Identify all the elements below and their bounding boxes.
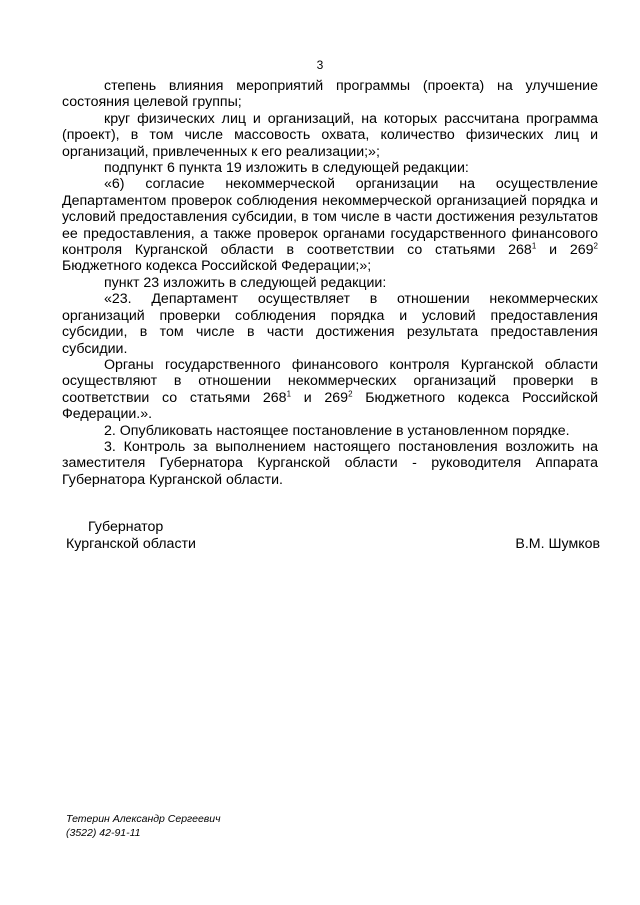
signatory-title-line-1: Губернатор	[88, 519, 164, 535]
paragraph-4-text-c: Бюджетного кодекса Российской Федерации;»;	[62, 258, 372, 275]
paragraph-7-text-a: Органы государственного финансового контроля Курганской области осуществляют в отношении некоммерческих организаций проверки в соответствии со статьями 268	[62, 356, 598, 406]
paragraph-7-text-c: Бюджетного кодекса Российской Федерации.».	[62, 389, 598, 423]
signatory-name: В.М. Шумков	[515, 536, 600, 552]
paragraph-1: степень влияния мероприятий программы (проекта) на улучшение состояния целевой группы;	[62, 78, 598, 111]
document-body	[62, 78, 598, 488]
superscript-1: 1	[286, 388, 292, 398]
paragraph-7	[62, 357, 598, 423]
executor-contact	[66, 812, 221, 840]
superscript-2: 2	[593, 241, 598, 251]
paragraph-9: 3. Контроль за выполнением настоящего постановления возложить на заместителя Губернатора Курганской области - руководителя Аппарата Губернатора Курганской области.	[62, 438, 598, 488]
page-number: 3	[316, 58, 324, 72]
paragraph-3: подпункт 6 пункта 19 изложить в следующей редакции:	[104, 160, 469, 177]
paragraph-6: «23. Департамент осуществляет в отношении некоммерческих организаций проверки соблюдения порядка и условий предоставления субсидии, в том числе в части достижения результата предоставления субсидии.	[62, 291, 598, 357]
paragraph-8: 2. Опубликовать настоящее постановление в установленном порядке.	[104, 422, 570, 439]
paragraph-2: круг физических лиц и организаций, на которых рассчитана программа (проект), в том числе массовость охвата, количество физических лиц и организаций, привлеченных к его реализации;»;	[62, 110, 598, 160]
executor-phone: (3522) 42-91-11	[66, 827, 141, 839]
paragraph-4-text-b: и 269	[536, 242, 594, 259]
signatory-title-line-2: Курганской области	[66, 536, 196, 552]
paragraph-4-text-a: «6) согласие некоммерческой организации на осуществление Департаментом проверок соблюдения некоммерческой организацией порядка и условий предоставления субсидии, в том числе в части достижения результатов ее предоставления, а также проверок органами государственного финансового контроля Курганской области в соответствии со статьями 268	[62, 176, 598, 259]
paragraph-5: пункт 23 изложить в следующей редакции:	[104, 274, 387, 291]
superscript-1: 1	[531, 241, 537, 251]
superscript-2: 2	[348, 388, 353, 398]
paragraph-7-text-b: и 269	[291, 389, 349, 406]
signatory-title	[66, 519, 196, 553]
paragraph-4	[62, 176, 598, 274]
executor-name: Тетерин Александр Сергеевич	[66, 813, 221, 825]
